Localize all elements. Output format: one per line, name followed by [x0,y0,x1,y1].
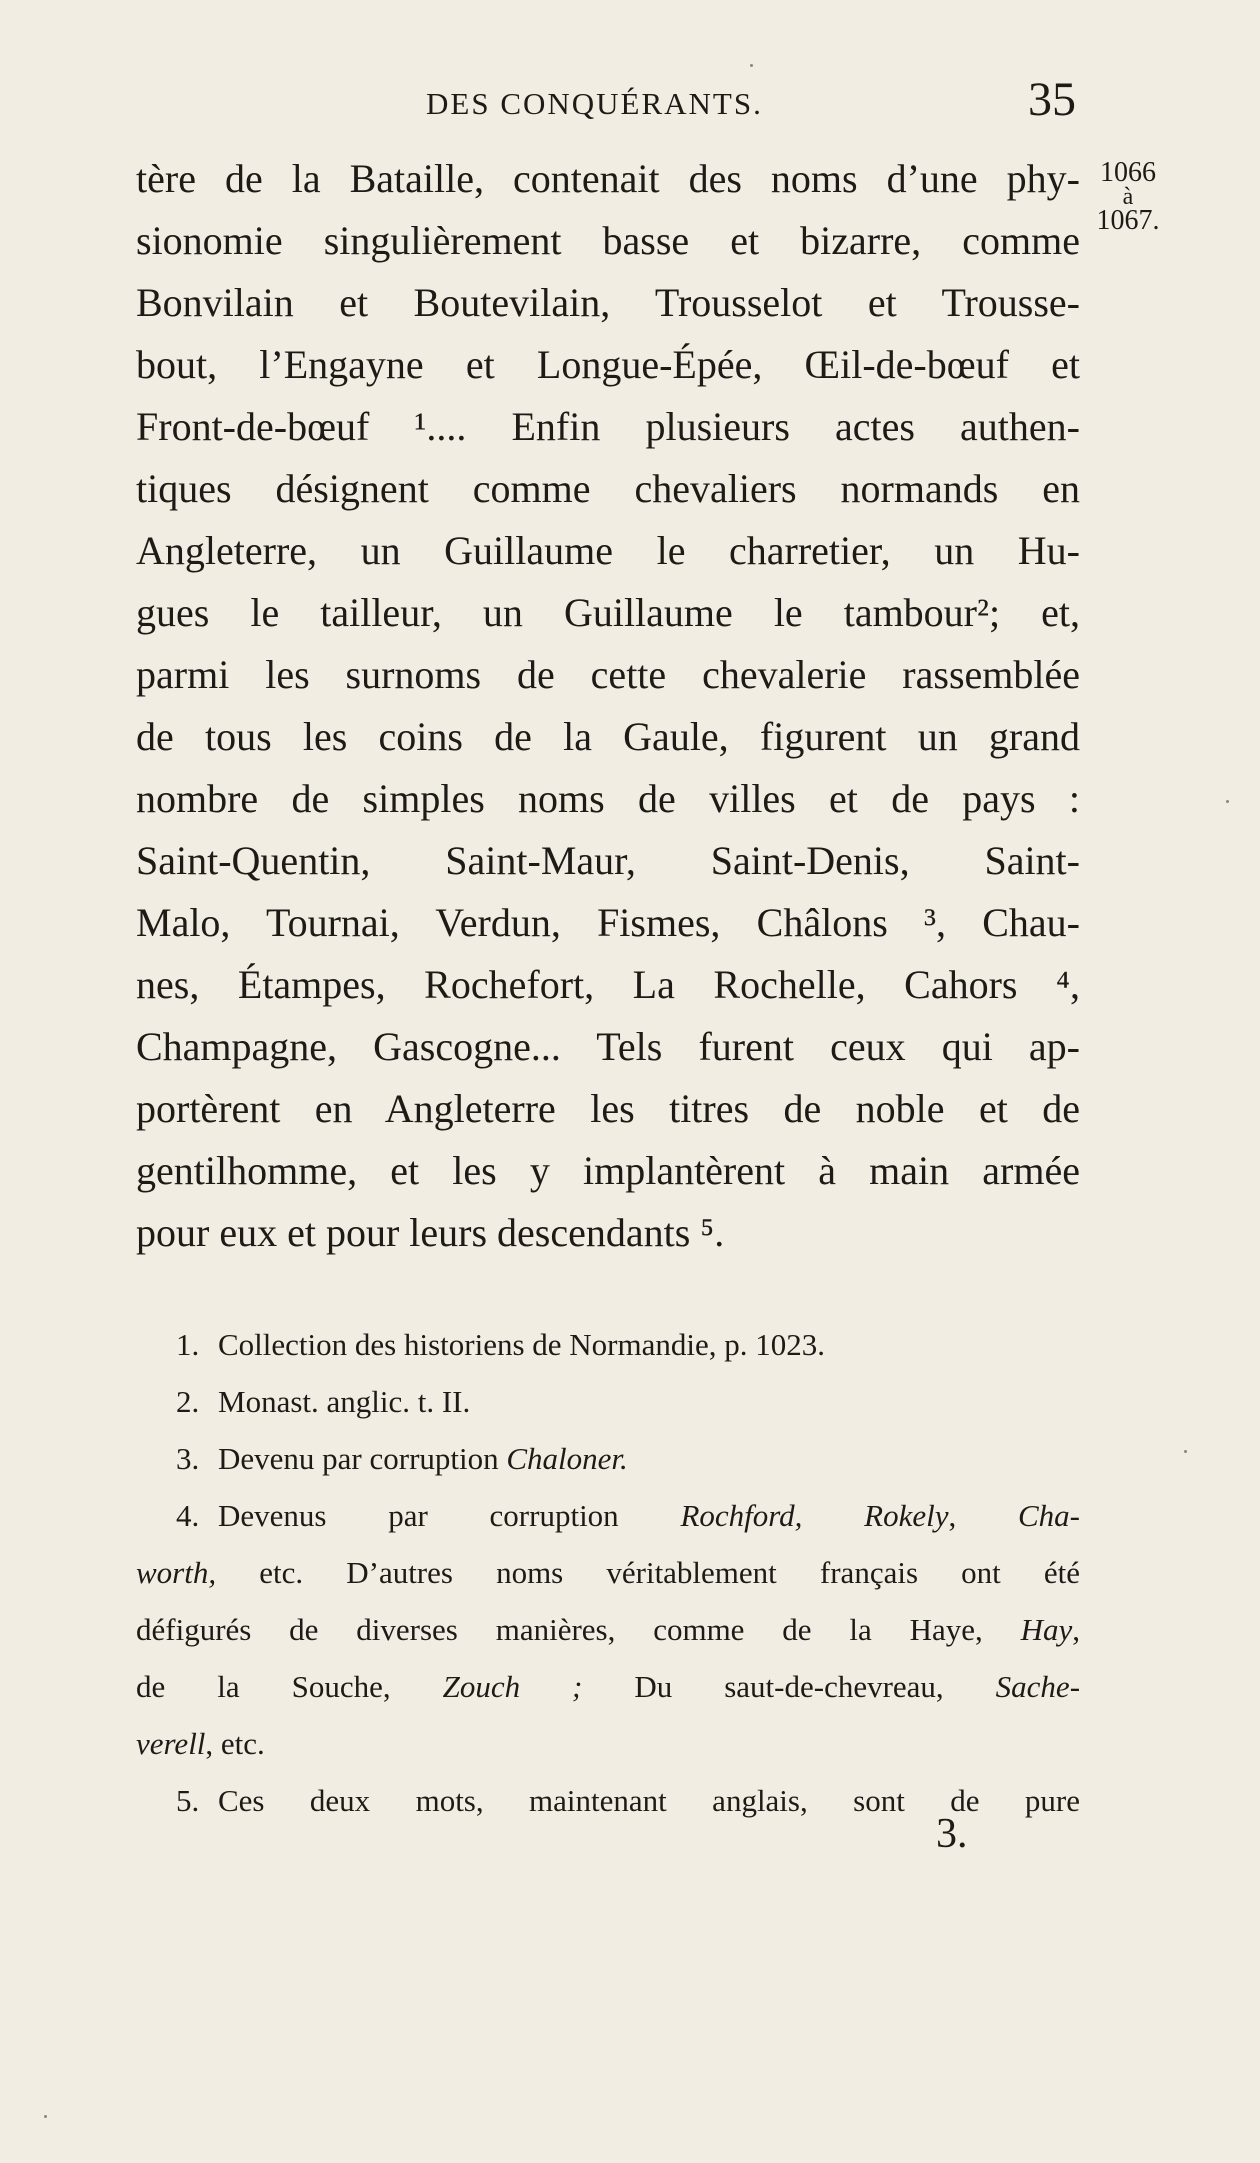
footnote-text: Collection des historiens de Normandie, p. 1023. [218,1327,825,1362]
paper-speck [1226,800,1229,803]
footnote-2 [176,1373,1080,1430]
footnote-text: défigurés de diverses manières, comme de la Haye, [136,1612,1021,1647]
body-line: gues le tailleur, un Guillaume le tambour²; et, [136,590,1080,635]
body-line: tiques désignent comme chevaliers normands en [136,466,1080,511]
footnote-text: , [948,1498,1018,1533]
margin-year-start: 1066 [1100,157,1156,188]
paper-speck [44,2115,47,2118]
body-line: portèrent en Angleterre les titres de noble et de [136,1086,1080,1131]
margin-date-note [1088,158,1168,236]
body-line: Bonvilain et Boutevilain, Trousselot et Trousse- [136,280,1080,325]
footnote-italic: Chaloner. [506,1441,628,1476]
body-text [136,148,1080,1264]
footnote-italic: Zouch ; [442,1669,583,1704]
paper-speck [1184,1450,1187,1453]
body-line: pour eux et pour leurs descendants ⁵. [136,1210,725,1255]
footnote-number: 3. [176,1441,200,1476]
page-number: 35 [1028,73,1076,126]
footnote-text: Du saut-de-chevreau, [582,1669,996,1704]
footnote-number: 4. [176,1498,200,1533]
footnote-italic: Hay [1020,1612,1073,1647]
body-line: nes, Étampes, Rochefort, La Rochelle, Cahors ⁴, [136,962,1080,1007]
margin-year-end: 1067. [1096,205,1160,236]
footnote-text: de la Souche, [136,1669,443,1704]
footnote-italic: Sache- [995,1669,1081,1704]
footnote-text: Devenu par corruption [218,1441,507,1476]
body-line: de tous les coins de la Gaule, figurent un grand [136,714,1080,759]
footnote-4 [176,1487,1080,1544]
body-line: Saint-Quentin, Saint-Maur, Saint-Denis, Saint- [136,838,1080,883]
body-line: nombre de simples noms de villes et de pays : [136,776,1080,821]
running-title: DES CONQUÉRANTS. [426,86,763,121]
footnote-text: , [1072,1612,1080,1647]
footnote-number: 2. [176,1384,200,1419]
footnote-text: etc. D’autres noms véritablement français ont été [216,1555,1080,1590]
footnote-text: Devenus par corruption [218,1498,681,1533]
body-line: Champagne, Gascogne... Tels furent ceux qui ap- [136,1024,1080,1069]
paper-speck [750,64,753,67]
footnote-italic: verell [136,1726,206,1761]
footnote-text: Monast. anglic. t. II. [218,1384,471,1419]
margin-connector: à [1122,184,1134,210]
signature-mark: 3. [936,1811,968,1857]
footnote-text: Ces deux mots, maintenant anglais, sont de pure [218,1783,1080,1818]
running-head [136,72,1080,132]
footnote-italic: Cha- [1018,1498,1080,1533]
body-line: sionomie singulièrement basse et bizarre, comme [136,218,1080,263]
body-line: bout, l’Engayne et Longue-Épée, Œil-de-bœuf et [136,342,1080,387]
body-line: Front-de-bœuf ¹.... Enfin plusieurs actes authen- [136,404,1080,449]
footnote-text: , etc. [205,1726,265,1761]
footnote-4-line-3 [136,1601,1080,1658]
body-line: Malo, Tournai, Verdun, Fismes, Châlons ³, Chau- [136,900,1080,945]
footnote-4-line-4 [136,1658,1080,1715]
footnote-3 [176,1430,1080,1487]
body-line: Angleterre, un Guillaume le charretier, un Hu- [136,528,1080,573]
footnote-1 [176,1316,1080,1373]
footnote-4-line-2 [136,1544,1080,1601]
footnote-number: 5. [176,1783,200,1818]
footnote-italic: worth, [136,1555,217,1590]
body-line: tère de la Bataille, contenait des noms d’une phy- [136,156,1080,201]
body-line: gentilhomme, et les y implantèrent à main armée [136,1148,1080,1193]
body-line: parmi les surnoms de cette chevalerie rassemblée [136,652,1080,697]
footnote-number: 1. [176,1327,200,1362]
footnotes [136,1316,1081,1829]
footnote-italic: Rochford, Rokely [680,1498,949,1533]
footnote-4-line-5 [136,1715,1080,1772]
